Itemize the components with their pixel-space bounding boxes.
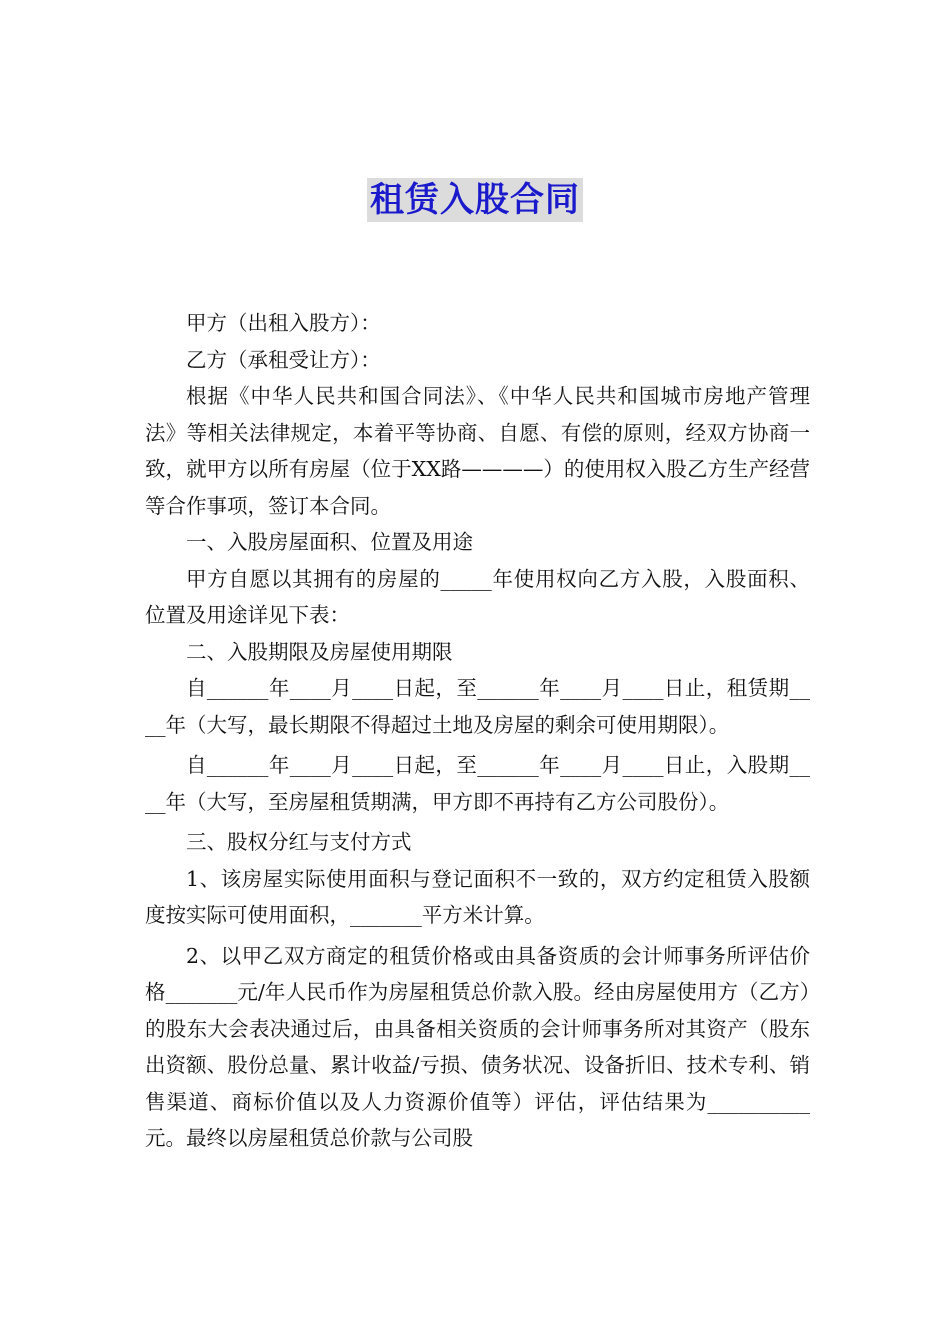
equity-term-paragraph: 自______年____月____日起，至______年____月____日止，入股期____年（大写，至房屋租赁期满，甲方即不再持有乙方公司股份）。 (145, 753, 810, 814)
section-heading-2: 二、入股期限及房屋使用期限 (186, 639, 453, 664)
lease-term-paragraph: 自______年____月____日起，至______年____月____日止，租赁期____年（大写，最长期限不得超过土地及房屋的剩余可使用期限）。 (145, 676, 810, 737)
title-container (0, 178, 950, 222)
clause-3-2-paragraph: 2、以甲乙双方商定的租赁价格或由具备资质的会计师事务所评估价格_______元/年人民币作为房屋租赁总价款入股。经由房屋使用方（乙方）的股东大会表决通过后，由具备相关资质的会计师事务所对其资产（股东出资额、股份总量、累计收益/亏损、债务状况、设备折旧、技术专利、销售渠道、商标价值以及人力资源价值等）评估，评估结果为__________元。最终以房屋租赁总价款与公司股 (145, 943, 810, 1150)
section-heading-1: 一、入股房屋面积、位置及用途 (186, 530, 473, 554)
section-1-paragraph: 甲方自愿以其拥有的房屋的_____年使用权向乙方入股，入股面积、位置及用途详见下表： (145, 566, 810, 627)
party-a-line: 甲方（出租入股方）： (186, 311, 381, 335)
clause-3-1-paragraph: 1、该房屋实际使用面积与登记面积不一致的，双方约定租赁入股额度按实际可使用面积，_______平方米计算。 (145, 866, 810, 927)
party-b-line: 乙方（承租受让方）： (186, 347, 381, 372)
section-heading-3: 三、股权分红与支付方式 (186, 830, 412, 854)
document-title: 租赁入股合同 (367, 178, 583, 222)
document-body (145, 305, 810, 1157)
preamble-paragraph: 根据《中华人民共和国合同法》、《中华人民共和国城市房地产管理法》等相关法律规定，本着平等协商、自愿、有偿的原则，经双方协商一致，就甲方以所有房屋（位于XX路————）的使用权入股乙方生产经营等合作事项，签订本合同。 (145, 384, 810, 518)
